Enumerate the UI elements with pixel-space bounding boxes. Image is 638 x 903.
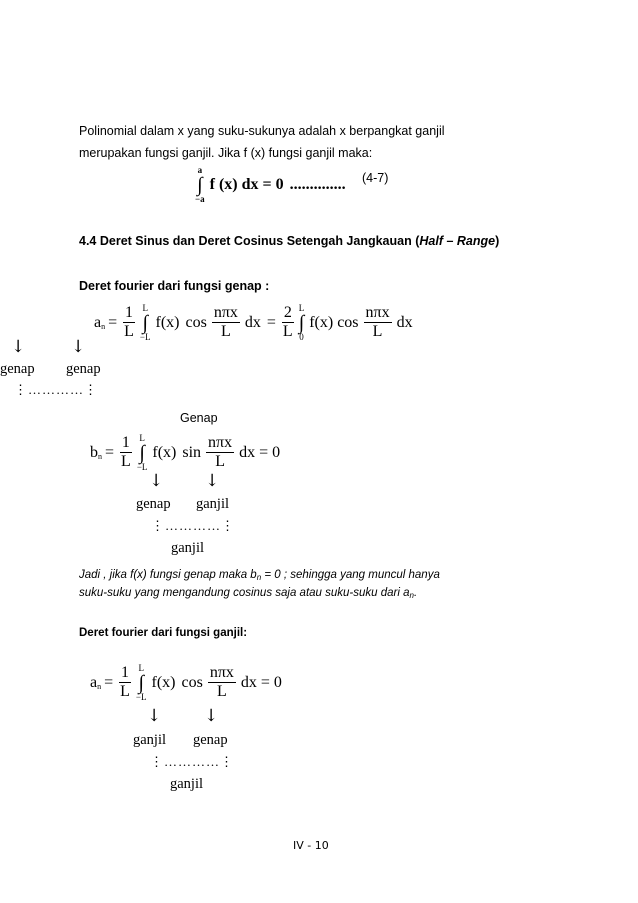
label-genap-left: genap (0, 361, 35, 377)
odd-series-heading: Deret fourier dari fungsi ganjil: (79, 627, 248, 639)
integral-symbol: a ∫ −a (195, 165, 205, 204)
conclusion-line-1: Jadi , jika f(x) fungsi genap maka bn = 0 ; sehingga yang muncul hanya (79, 569, 440, 582)
label-ganjil: ganjil (196, 496, 230, 512)
label-genap-right: genap (66, 361, 101, 377)
result-genap: Genap (180, 411, 218, 425)
down-arrow-icon: ↓ (204, 706, 219, 726)
bracket-dots: ⋮…………⋮ (14, 382, 98, 397)
even-series-heading: Deret fourier dari fungsi genap : (79, 279, 270, 293)
section-heading: 4.4 Deret Sinus dan Deret Cosinus Setengah Jangkauan (Half – Range) (79, 234, 500, 248)
page-number: IV - 10 (293, 839, 329, 852)
result-ganjil: ganjil (171, 540, 205, 556)
bracket-dots: ⋮…………⋮ (150, 754, 234, 769)
equation-dots: .............. (289, 176, 346, 193)
down-arrow-icon: ↓ (147, 706, 162, 726)
an-even-equation: an = $\frac{1}{L}$ L ∫ −L f(x) cos $\frac{\text{nπx}}{L}$ dx = $\frac{2}{L}$ L ∫ 0 f(x) cos $\frac{\text{nπx}}{L}$ dx (94, 303, 413, 342)
down-arrow-icon: ↓ (11, 337, 26, 357)
equation-4-7 (193, 166, 349, 204)
intro-line-2: merupakan fungsi ganjil. Jika f (x) fungsi ganjil maka: (79, 146, 373, 160)
equation-body: f (x) dx = 0 (209, 176, 284, 193)
an-odd-equation: an = $\frac{1}{L}$ L ∫ −L f(x) cos $\frac{\text{nπx}}{L}$ dx = 0 (90, 663, 282, 702)
bracket-dots: ⋮…………⋮ (151, 518, 235, 533)
label-genap: genap (136, 496, 171, 512)
conclusion-line-2: suku-suku yang mengandung cosinus saja atau suku-suku dari an. (79, 587, 418, 600)
down-arrow-icon: ↓ (149, 471, 164, 491)
result-ganjil: ganjil (170, 776, 204, 792)
bn-equation: bn = $\frac{1}{L}$ L ∫ −L f(x) sin $\frac{\text{nπx}}{L}$ dx = 0 (90, 433, 281, 472)
intro-line-1: Polinomial dalam x yang suku-sukunya adalah x berpangkat ganjil (79, 124, 445, 138)
down-arrow-icon: ↓ (205, 471, 220, 491)
down-arrow-icon: ↓ (71, 337, 86, 357)
label-ganjil: ganjil (133, 732, 167, 748)
label-genap: genap (193, 732, 228, 748)
equation-number: (4-7) (362, 171, 389, 185)
